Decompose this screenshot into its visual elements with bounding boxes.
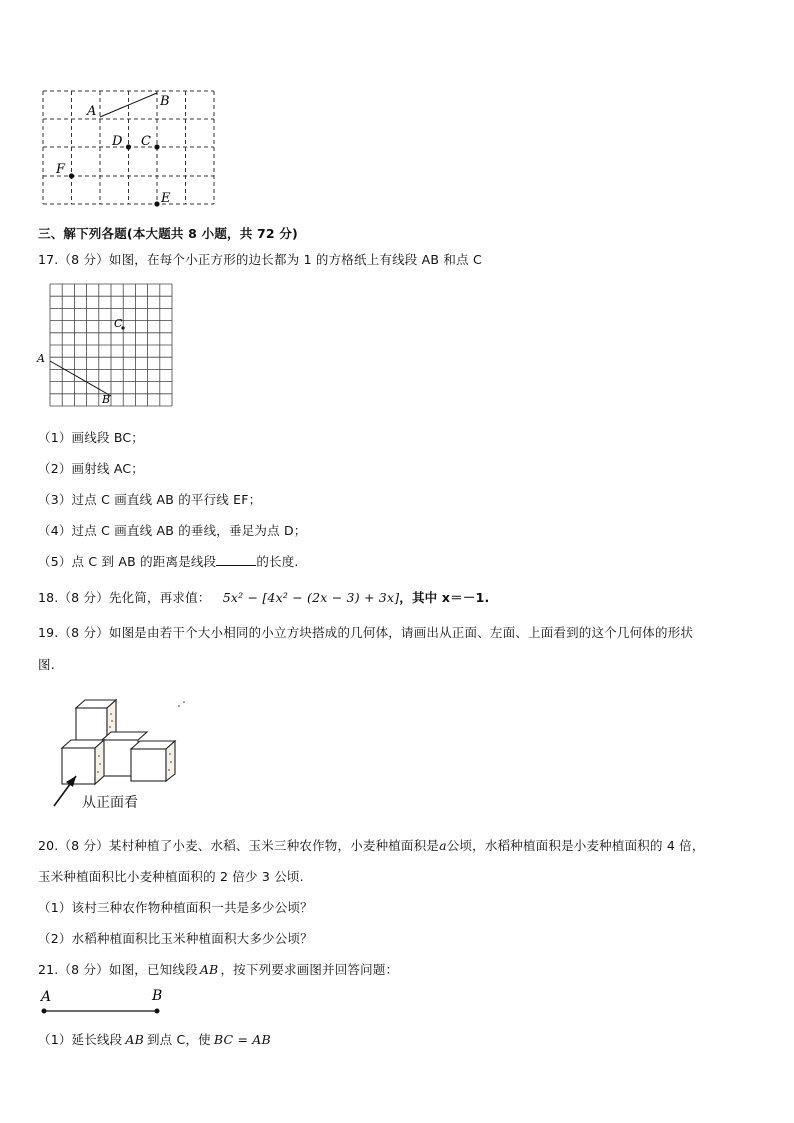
q18-prefix: 18.（8 分）先化简，再求值： xyxy=(38,590,211,605)
q21-item-1-eq: BC = AB xyxy=(213,1032,271,1047)
q17-item-5-suffix: 的长度. xyxy=(256,554,299,569)
label-a: A xyxy=(87,104,97,119)
q21-line xyxy=(38,960,398,978)
point-f xyxy=(69,173,74,178)
q19-line-2: 图. xyxy=(38,657,55,672)
texture-dot xyxy=(98,755,100,757)
q20-item-1: （1）该村三种农作物种植面积一共是多少公顷？ xyxy=(38,900,313,915)
q21-segment: AB xyxy=(199,962,219,977)
answer-blank xyxy=(216,555,256,566)
label-f: F xyxy=(56,162,66,177)
q21-item-1-seg: AB xyxy=(125,1032,144,1047)
texture-dot xyxy=(111,720,113,722)
q18-suffix: ，其中 x＝－1. xyxy=(399,590,490,605)
q20-line-1-a: 20.（8 分）某村种植了小麦、水稻、玉米三种农作物，小麦种植面积是 xyxy=(38,838,440,853)
cube-face xyxy=(62,748,95,784)
label-b: B xyxy=(160,94,170,109)
texture-dot xyxy=(168,769,170,771)
texture-dot xyxy=(110,713,112,715)
segment-ab xyxy=(50,361,111,396)
point-d xyxy=(126,144,131,149)
label-d: D xyxy=(112,134,123,149)
section-heading: 三、解下列各题(本大题共 8 小题，共 72 分) xyxy=(38,226,298,241)
label-a: A xyxy=(37,352,45,365)
endpoint-a xyxy=(42,1009,47,1014)
q20-line-1 xyxy=(38,836,705,854)
label-c: C xyxy=(114,317,123,330)
q20-var-a: a xyxy=(439,838,447,853)
q21-prefix: 21.（8 分）如图，已知线段 xyxy=(38,962,198,977)
q18-line xyxy=(38,588,489,606)
texture-dot xyxy=(97,771,99,773)
label-b: B xyxy=(102,393,111,406)
q19-line-1: 19.（8 分）如图是由若干个大小相同的小立方块搭成的几何体，请画出从正面、左面、上面看到的这个几何体的形状 xyxy=(38,625,694,640)
q21-item-1-mid: 到点 C，使 xyxy=(146,1032,211,1047)
texture-dot xyxy=(169,753,171,755)
q21-item-1 xyxy=(38,1030,271,1048)
q17-grid-figure xyxy=(34,280,176,410)
speck xyxy=(183,701,185,703)
point-e xyxy=(154,201,159,206)
q20-item-2: （2）水稻种植面积比玉米种植面积大多少公顷？ xyxy=(38,931,313,946)
texture-dot xyxy=(109,726,111,728)
q17-item-2: （2）画射线 AC； xyxy=(38,461,144,476)
figure-dashed-grid xyxy=(40,88,220,210)
q17-item-5 xyxy=(38,552,299,570)
q20-line-2: 玉米种植面积比小麦种植面积的 2 倍少 3 公顷. xyxy=(38,869,304,884)
label-e: E xyxy=(161,191,171,206)
q18-expression: 5x² − [4x² − (2x − 3) + 3x] xyxy=(222,590,400,605)
speck xyxy=(178,705,180,707)
q21-suffix: ，按下列要求画图并回答问题： xyxy=(220,962,399,977)
cube-face xyxy=(131,749,166,781)
q21-segment-figure xyxy=(36,984,176,1018)
label-a: A xyxy=(41,989,52,1005)
cube-face xyxy=(76,708,107,740)
q20-line-1-b: 公顷，水稻种植面积是小麦种植面积的 4 倍， xyxy=(446,838,705,853)
q17-item-4: （4）过点 C 画直线 AB 的垂线，垂足为点 D； xyxy=(38,523,307,538)
texture-dot xyxy=(170,761,172,763)
q17-item-3: （3）过点 C 画直线 AB 的平行线 EF； xyxy=(38,492,262,507)
point-c xyxy=(154,144,159,149)
label-c: C xyxy=(141,134,151,149)
q17-item-5-prefix: （5）点 C 到 AB 的距离是线段 xyxy=(38,554,217,569)
q19-figure-caption: 从正面看 xyxy=(82,795,138,811)
endpoint-b xyxy=(155,1009,160,1014)
q21-item-1-prefix: （1）延长线段 xyxy=(38,1032,123,1047)
label-b: B xyxy=(152,988,163,1004)
cube-face xyxy=(95,740,104,784)
texture-dot xyxy=(99,763,101,765)
q17-item-1: （1）画线段 BC； xyxy=(38,430,145,445)
q17-stem: 17.（8 分）如图，在每个小正方形的边长都为 1 的方格纸上有线段 AB 和点 C xyxy=(38,252,482,267)
